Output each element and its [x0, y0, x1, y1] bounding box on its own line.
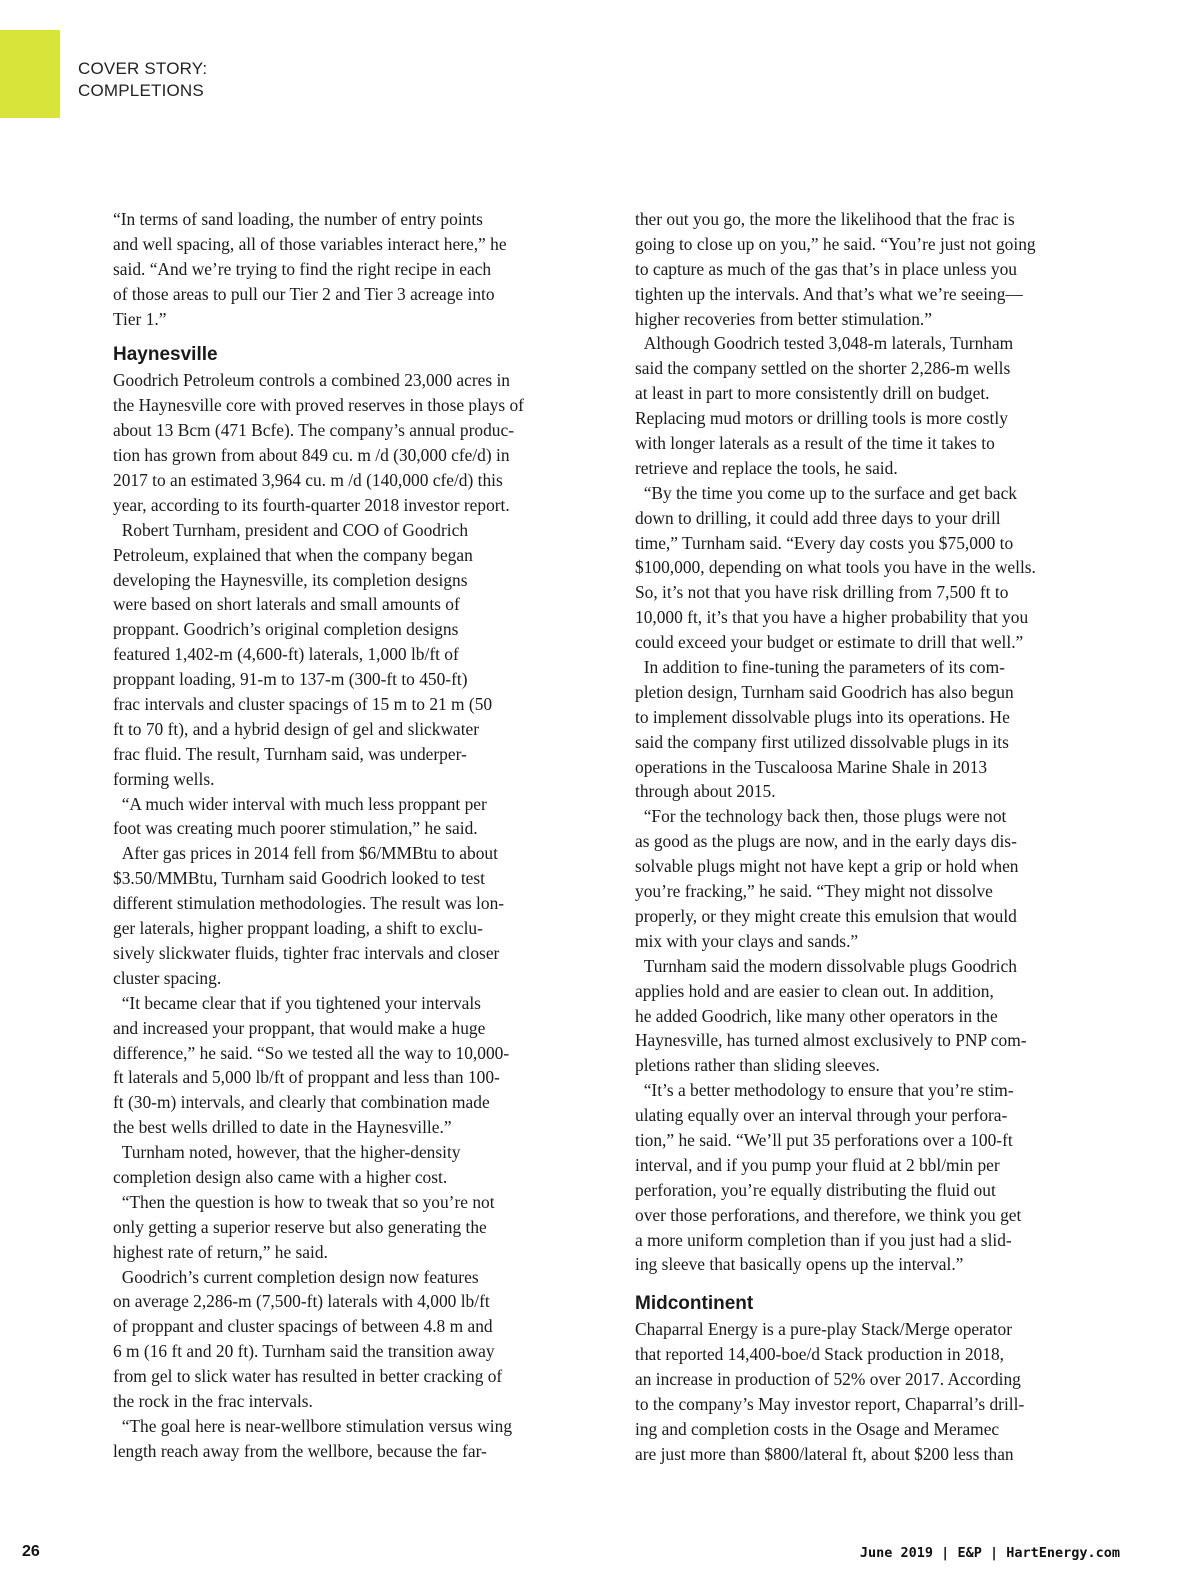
- text-line: ing sleeve that basically opens up the interval.”: [635, 1254, 964, 1275]
- text-line: cluster spacing.: [113, 967, 222, 988]
- text-line: through about 2015.: [635, 781, 776, 802]
- text-line: said the company first utilized dissolvable plugs in its: [635, 731, 1009, 752]
- text-line: So, it’s not that you have risk drilling from 7,500 ft to: [635, 582, 1009, 603]
- text-line: to the company’s May investor report, Chaparral’s drill-: [635, 1393, 1025, 1414]
- haynesville-body: [113, 368, 599, 1463]
- text-line: of proppant and cluster spacings of between 4.8 m and: [113, 1316, 493, 1337]
- text-line: an increase in production of 52% over 2017. According: [635, 1369, 1021, 1390]
- text-line: developing the Haynesville, its completion designs: [113, 569, 468, 590]
- text-line: ing and completion costs in the Osage and Meramec: [635, 1418, 1000, 1439]
- text-line: tighten up the intervals. And that’s what we’re seeing—: [635, 283, 1023, 304]
- text-line: Although Goodrich tested 3,048-m laterals, Turnham: [635, 333, 1014, 354]
- text-line: In addition to fine-tuning the parameters of its com-: [635, 657, 1005, 678]
- text-line: ft laterals and 5,000 lb/ft of proppant and less than 100-: [113, 1067, 500, 1088]
- text-line: “A much wider interval with much less proppant per: [113, 793, 487, 814]
- text-line: at least in part to more consistently drill on budget.: [635, 383, 990, 404]
- midcontinent-heading: Midcontinent: [635, 1293, 754, 1315]
- footer-publication: June 2019 | E&P | HartEnergy.com: [859, 1545, 1120, 1561]
- text-line: different stimulation methodologies. The result was lon-: [113, 893, 505, 914]
- text-line: only getting a superior reserve but also generating the: [113, 1216, 487, 1237]
- text-line: on average 2,286-m (7,500-ft) laterals with 4,000 lb/ft: [113, 1291, 490, 1312]
- text-line: “For the technology back then, those plugs were not: [635, 806, 1007, 827]
- text-line: you’re fracking,” he said. “They might not dissolve: [635, 881, 993, 902]
- text-line: ft to 70 ft), and a hybrid design of gel and slickwater: [113, 718, 480, 739]
- text-line: year, according to its fourth-quarter 2018 investor report.: [113, 494, 510, 515]
- text-line: Turnham said the modern dissolvable plugs Goodrich: [635, 955, 1017, 976]
- text-line: to capture as much of the gas that’s in place unless you: [635, 258, 1018, 279]
- text-line: ther out you go, the more the likelihood that the frac is: [635, 209, 1015, 229]
- text-line: ulating equally over an interval through your perfora-: [635, 1105, 1008, 1126]
- text-line: and well spacing, all of those variables interact here,” he: [113, 233, 507, 254]
- text-line: “In terms of sand loading, the number of entry points: [113, 209, 483, 229]
- text-line: Turnham noted, however, that the higher-density: [113, 1142, 461, 1163]
- midcontinent-body: [635, 1317, 1121, 1466]
- section-label: [78, 58, 207, 102]
- text-line: sively slickwater fluids, tighter frac intervals and closer: [113, 942, 500, 963]
- text-line: frac fluid. The result, Turnham said, was underper-: [113, 743, 467, 764]
- text-line: 10,000 ft, it’s that you have a higher probability that you: [635, 607, 1029, 628]
- text-line: of those areas to pull our Tier 2 and Tier 3 acreage into: [113, 283, 495, 304]
- text-line: proppant loading, 91-m to 137-m (300-ft to 450-ft): [113, 669, 468, 690]
- text-line: he added Goodrich, like many other operators in the: [635, 1005, 998, 1026]
- text-line: tion,” he said. “We’ll put 35 perforations over a 100-ft: [635, 1129, 1013, 1150]
- text-line: and increased your proppant, that would make a huge: [113, 1017, 486, 1038]
- text-line: Goodrich’s current completion design now features: [113, 1266, 479, 1287]
- text-line: ft (30-m) intervals, and clearly that combination made: [113, 1092, 490, 1113]
- text-line: “By the time you come up to the surface and get back: [635, 482, 1017, 503]
- text-line: were based on short laterals and small amounts of: [113, 594, 460, 615]
- text-line: applies hold and are easier to clean out. In addition,: [635, 980, 994, 1001]
- text-line: length reach away from the wellbore, because the far-: [113, 1440, 487, 1461]
- text-line: from gel to slick water has resulted in better cracking of: [113, 1366, 503, 1387]
- right-body: [635, 207, 1121, 1277]
- section-label-line-1: COVER STORY:: [78, 59, 208, 78]
- text-line: Petroleum, explained that when the company began: [113, 544, 473, 565]
- text-line: 6 m (16 ft and 20 ft). Turnham said the transition away: [113, 1341, 495, 1362]
- section-color-tab: [0, 30, 60, 118]
- text-line: pletion design, Turnham said Goodrich has also begun: [635, 681, 1014, 702]
- text-line: the best wells drilled to date in the Haynesville.”: [113, 1117, 452, 1138]
- text-line: as good as the plugs are now, and in the early days dis-: [635, 831, 1017, 852]
- text-line: Tier 1.”: [113, 308, 167, 329]
- text-line: featured 1,402-m (4,600-ft) laterals, 1,000 lb/ft of: [113, 644, 459, 665]
- text-line: about 13 Bcm (471 Bcfe). The company’s annual produc-: [113, 420, 515, 441]
- intro-paragraph: [113, 207, 599, 331]
- text-line: ger laterals, higher proppant loading, a shift to exclu-: [113, 918, 483, 939]
- left-column: [113, 207, 599, 1464]
- text-line: higher recoveries from better stimulation.”: [635, 308, 932, 329]
- text-line: “Then the question is how to tweak that so you’re not: [113, 1191, 495, 1212]
- text-line: frac intervals and cluster spacings of 15 m to 21 m (50: [113, 694, 493, 715]
- text-line: properly, or they might create this emulsion that would: [635, 905, 1017, 926]
- text-line: down to drilling, it could add three days to your drill: [635, 507, 1001, 528]
- text-line: proppant. Goodrich’s original completion designs: [113, 619, 459, 640]
- text-line: foot was creating much poorer stimulation,” he said.: [113, 818, 478, 839]
- text-line: that reported 14,400-boe/d Stack production in 2018,: [635, 1344, 1004, 1365]
- text-line: interval, and if you pump your fluid at 2 bbl/min per: [635, 1154, 1000, 1175]
- text-line: “It’s a better methodology to ensure that you’re stim-: [635, 1080, 1014, 1101]
- text-line: going to close up on you,” he said. “You’re just not going: [635, 233, 1036, 254]
- text-line: Robert Turnham, president and COO of Goodrich: [113, 519, 469, 540]
- text-line: After gas prices in 2014 fell from $6/MMBtu to about: [113, 843, 498, 864]
- right-column: [635, 207, 1121, 1467]
- text-line: said. “And we’re trying to find the right recipe in each: [113, 258, 492, 279]
- text-line: Haynesville, has turned almost exclusively to PNP com-: [635, 1030, 1027, 1051]
- text-line: said the company settled on the shorter 2,286-m wells: [635, 358, 1011, 379]
- text-line: “The goal here is near-wellbore stimulation versus wing: [113, 1415, 513, 1436]
- text-line: forming wells.: [113, 768, 215, 789]
- text-line: difference,” he said. “So we tested all the way to 10,000-: [113, 1042, 510, 1063]
- text-line: a more uniform completion than if you just had a slid-: [635, 1229, 1012, 1250]
- text-line: are just more than $800/lateral ft, about $200 less than: [635, 1443, 1014, 1464]
- text-line: Replacing mud motors or drilling tools is more costly: [635, 408, 1008, 429]
- text-line: could exceed your budget or estimate to drill that well.”: [635, 632, 1024, 653]
- text-line: $3.50/MMBtu, Turnham said Goodrich looked to test: [113, 868, 485, 889]
- text-line: completion design also came with a higher cost.: [113, 1166, 448, 1187]
- page-number: 26: [22, 1543, 40, 1560]
- text-line: “It became clear that if you tightened your intervals: [113, 992, 481, 1013]
- text-line: time,” Turnham said. “Every day costs you $75,000 to: [635, 532, 1014, 553]
- text-line: $100,000, depending on what tools you have in the wells.: [635, 557, 1036, 578]
- text-line: perforation, you’re equally distributing the fluid out: [635, 1179, 996, 1200]
- text-line: tion has grown from about 849 cu. m /d (30,000 cfe/d) in: [113, 445, 510, 466]
- text-line: over those perforations, and therefore, we think you get: [635, 1204, 1022, 1225]
- text-line: solvable plugs might not have kept a grip or hold when: [635, 856, 1019, 877]
- haynesville-heading: Haynesville: [113, 344, 218, 366]
- text-line: the rock in the frac intervals.: [113, 1390, 313, 1411]
- text-line: with longer laterals as a result of the time it takes to: [635, 433, 995, 454]
- text-line: retrieve and replace the tools, he said.: [635, 457, 898, 478]
- text-line: Chaparral Energy is a pure-play Stack/Merge operator: [635, 1319, 1012, 1340]
- text-line: mix with your clays and sands.”: [635, 930, 859, 951]
- text-line: operations in the Tuscaloosa Marine Shale in 2013: [635, 756, 988, 777]
- text-line: pletions rather than sliding sleeves.: [635, 1055, 880, 1076]
- text-line: 2017 to an estimated 3,964 cu. m /d (140,000 cfe/d) this: [113, 470, 503, 491]
- text-line: Goodrich Petroleum controls a combined 23,000 acres in: [113, 370, 510, 391]
- text-line: the Haynesville core with proved reserves in those plays of: [113, 395, 524, 416]
- section-label-line-2: COMPLETIONS: [78, 81, 204, 100]
- text-line: to implement dissolvable plugs into its operations. He: [635, 706, 1010, 727]
- text-line: highest rate of return,” he said.: [113, 1241, 328, 1262]
